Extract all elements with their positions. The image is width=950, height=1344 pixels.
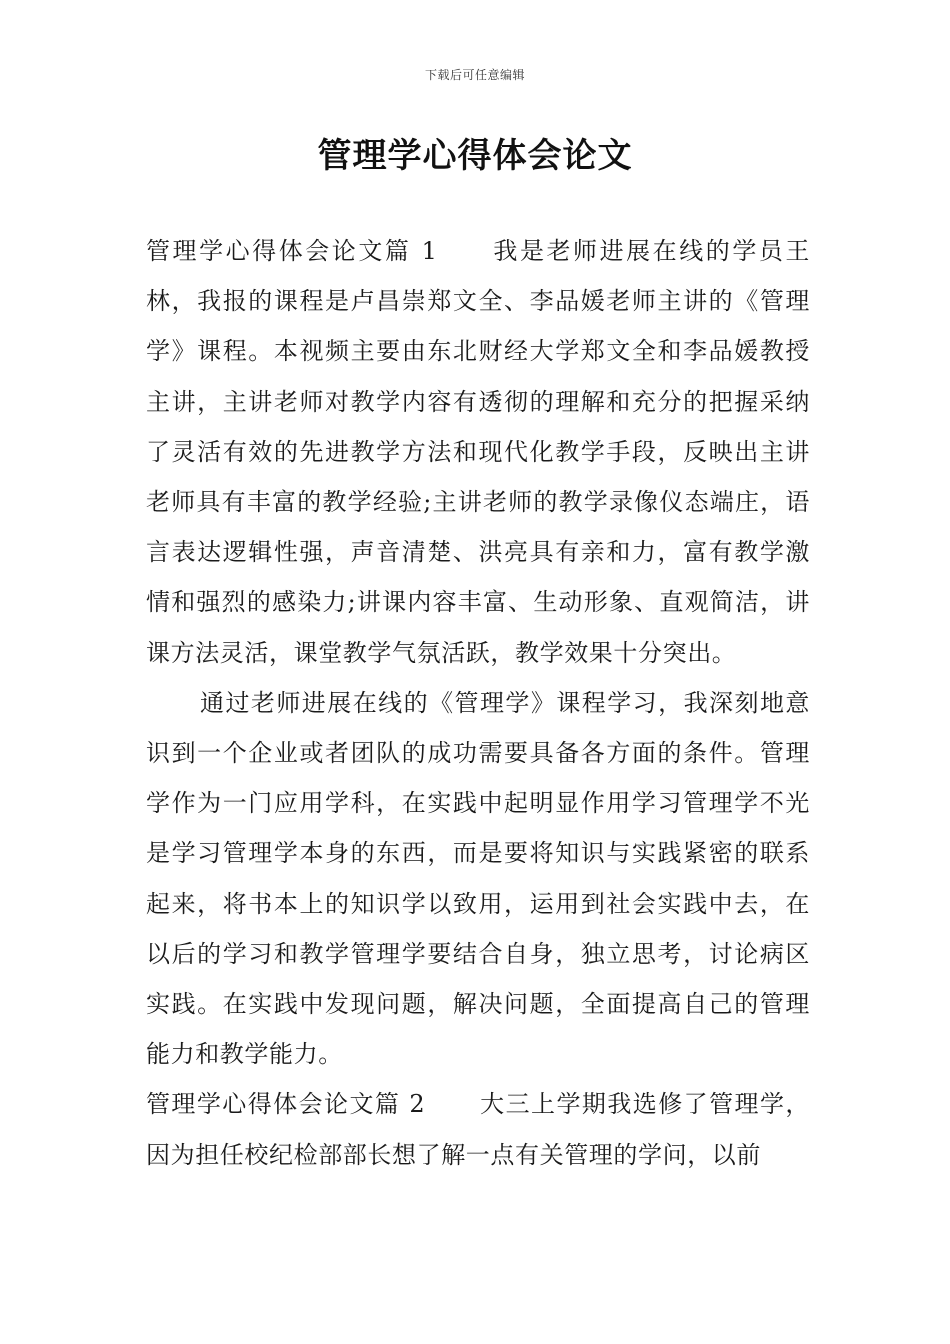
- section-heading-1: 管理学心得体会论文篇 1: [146, 237, 438, 265]
- document-body: [146, 226, 810, 1180]
- section-heading-2: 管理学心得体会论文篇 2: [146, 1090, 426, 1119]
- header-note: 下载后可任意编辑: [424, 68, 525, 82]
- paragraph-1-text: 我是老师进展在线的学员王林，我报的课程是卢昌崇郑文全、李品媛老师主讲的《管理学》课程。本视频主要由东北财经大学郑文全和李品媛教授主讲，主讲老师对教学内容有透彻的理解和充分的把握采纳了灵活有效的先进教学方法和现代化教学手段，反映出主讲老师具有丰富的教学经验;主讲老师的教学录像仪态端庄，语言表达逻辑性强，声音清楚、洪亮具有亲和力，富有教学激情和强烈的感染力;讲课内容丰富、生动形象、直观简洁，讲课方法灵活，课堂教学气氛活跃，教学效果十分突出。: [146, 237, 810, 667]
- paragraph-3: [146, 1079, 810, 1179]
- paragraph-1: [146, 226, 810, 678]
- document-title: 管理学心得体会论文: [317, 136, 633, 176]
- paragraph-3-text: 大三上学期我选修了管理学，因为担任校纪检部部长想了解一点有关管理的学问，以前: [146, 1090, 810, 1169]
- paragraph-2: [146, 678, 810, 1080]
- paragraph-2-text: 通过老师进展在线的《管理学》课程学习，我深刻地意识到一个企业或者团队的成功需要具备各方面的条件。管理学作为一门应用学科，在实践中起明显作用学习管理学不光是学习管理学本身的东西，而是要将知识与实践紧密的联系起来，将书本上的知识学以致用，运用到社会实践中去，在以后的学习和教学管理学要结合自身，独立思考，讨论病区实践。在实践中发现问题，解决问题，全面提高自己的管理能力和教学能力。: [146, 688, 810, 1069]
